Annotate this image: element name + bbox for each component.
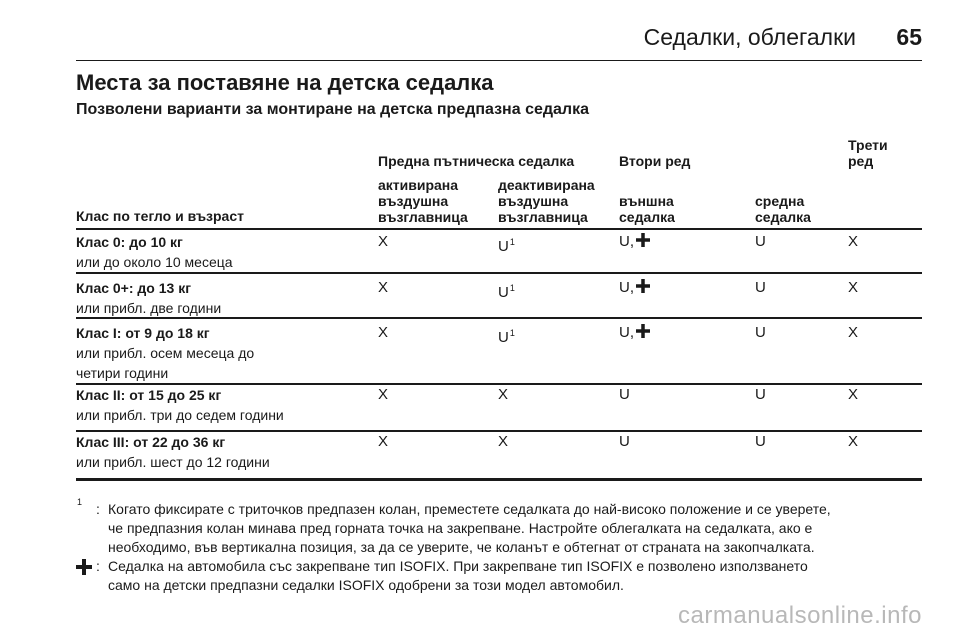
cell-outer-value: U [619,433,630,450]
footnote-1-number: 1 [77,497,83,507]
row-class-desc: или прибл. две години [76,300,222,316]
col-middle-header [755,193,811,225]
isofix-plus-icon [76,559,92,580]
col-middle-line: седалка [755,209,811,225]
table-rule [76,228,922,230]
footnote-line: Седалка на автомобила със закрепване тип ISOFIX. При закрепване тип ISOFIX е позволено използването [108,558,808,574]
cell-outer [619,385,630,405]
col-active-line: въздушна [378,193,449,209]
cell-deactive-value: U [498,329,509,346]
row-class-desc: или прибл. три до седем години [76,407,284,423]
footnote-ref: 1 [509,283,515,293]
cell-active: X [378,324,389,341]
footnote-line: само на детски предпазни седалки ISOFIX одобрени за този модел автомобил. [108,577,624,593]
group-second-header: Втори ред [619,153,691,169]
col-deactive-line: въздушна [498,193,569,209]
isofix-plus-icon [636,324,650,338]
footnote-ref: 1 [509,237,515,247]
cell-deactive-value: U [498,284,509,301]
cell-outer-value: U, [619,324,634,341]
cell-deactive [498,385,508,405]
footnote-2-text [108,557,928,595]
footnote-line: Когато фиксирате с триточков предпазен колан, преместете седалката до най-високо положение и се уверете, [108,501,831,517]
cell-outer-value: U, [619,233,634,250]
table-rule [76,272,922,274]
isofix-plus-icon [636,233,650,247]
col-outer-line: седалка [619,209,675,225]
footnote-colon: : [96,501,100,517]
row-class-label: Клас 0: до 10 кг [76,234,183,250]
cell-deactive-value: U [498,238,509,255]
table-rule [76,317,922,319]
table-row-class [76,385,326,425]
cell-third: X [848,433,859,450]
cell-outer [619,323,650,343]
cell-deactive [498,232,515,257]
table-rule [76,478,922,481]
section-title: Седалки, облегалки [643,24,856,50]
table-row-class [76,323,326,383]
col-outer-line: външна [619,193,674,209]
page-subheading: Позволени варианти за монтиране на детска предпазна седалка [76,101,589,118]
cell-active: X [378,279,389,296]
col-deactive-header [498,177,595,225]
table-row-class [76,278,326,318]
group-third-line: ред [848,153,874,169]
cell-third: X [848,279,859,296]
cell-middle: U [755,324,766,341]
row-class-label: Клас 0+: до 13 кг [76,280,192,296]
row-class-label: Клас I: от 9 до 18 кг [76,325,210,341]
footnote-1-mark [76,497,82,514]
page-heading: Места за поставяне на детска седалка [76,70,494,95]
table-row-class [76,432,326,472]
cell-middle: U [755,233,766,250]
row-class-desc: или прибл. осем месеца до [76,345,255,361]
col-middle-line: средна [755,193,805,209]
cell-outer-value: U [619,386,630,403]
table-row-class [76,232,326,272]
group-front-header: Предна пътническа седалка [378,153,575,169]
footnote-ref: 1 [509,328,515,338]
row-class-label: Клас III: от 22 до 36 кг [76,434,226,450]
col-active-header [378,177,468,225]
cell-active: X [378,386,389,403]
footnote-line: необходимо, във вертикална позиция, за да се уверите, че коланът е обтегнат от страната на закопчалката. [108,539,815,555]
cell-active: X [378,433,389,450]
cell-third: X [848,324,859,341]
row-class-desc: или до около 10 месеца [76,254,233,270]
col-active-line: възглавница [378,209,468,225]
col-outer-header [619,193,675,225]
cell-deactive [498,432,508,452]
group-third-line: Трети [848,137,888,153]
footnote-colon: : [96,558,100,574]
cell-middle: U [755,386,766,403]
row-class-label: Клас II: от 15 до 25 кг [76,387,222,403]
cell-deactive-value: X [498,433,509,450]
cell-deactive [498,278,515,303]
footnote-line: че предпазния колан минава пред горната точка на закрепване. Настройте облегалката на седалката, ако е [108,520,813,536]
cell-deactive [498,323,515,348]
cell-middle: U [755,279,766,296]
footnote-1-text [108,500,928,557]
cell-active: X [378,233,389,250]
col-deactive-line: възглавница [498,209,588,225]
class-column-header: Клас по тегло и възраст [76,208,244,224]
cell-third: X [848,233,859,250]
cell-deactive-value: X [498,386,509,403]
col-active-line: активирана [378,177,459,193]
page-number: 65 [896,24,922,50]
watermark: carmanualsonline.info [678,602,922,629]
cell-outer [619,432,630,452]
row-class-desc: или прибл. шест до 12 години [76,454,270,470]
cell-outer [619,232,650,252]
col-deactive-line: деактивирана [498,177,595,193]
cell-middle: U [755,433,766,450]
group-third-header [848,137,888,169]
cell-outer [619,278,650,298]
cell-outer-value: U, [619,279,634,296]
isofix-plus-icon [636,279,650,293]
header-rule [76,60,922,61]
cell-third: X [848,386,859,403]
row-class-desc: четири години [76,365,169,381]
